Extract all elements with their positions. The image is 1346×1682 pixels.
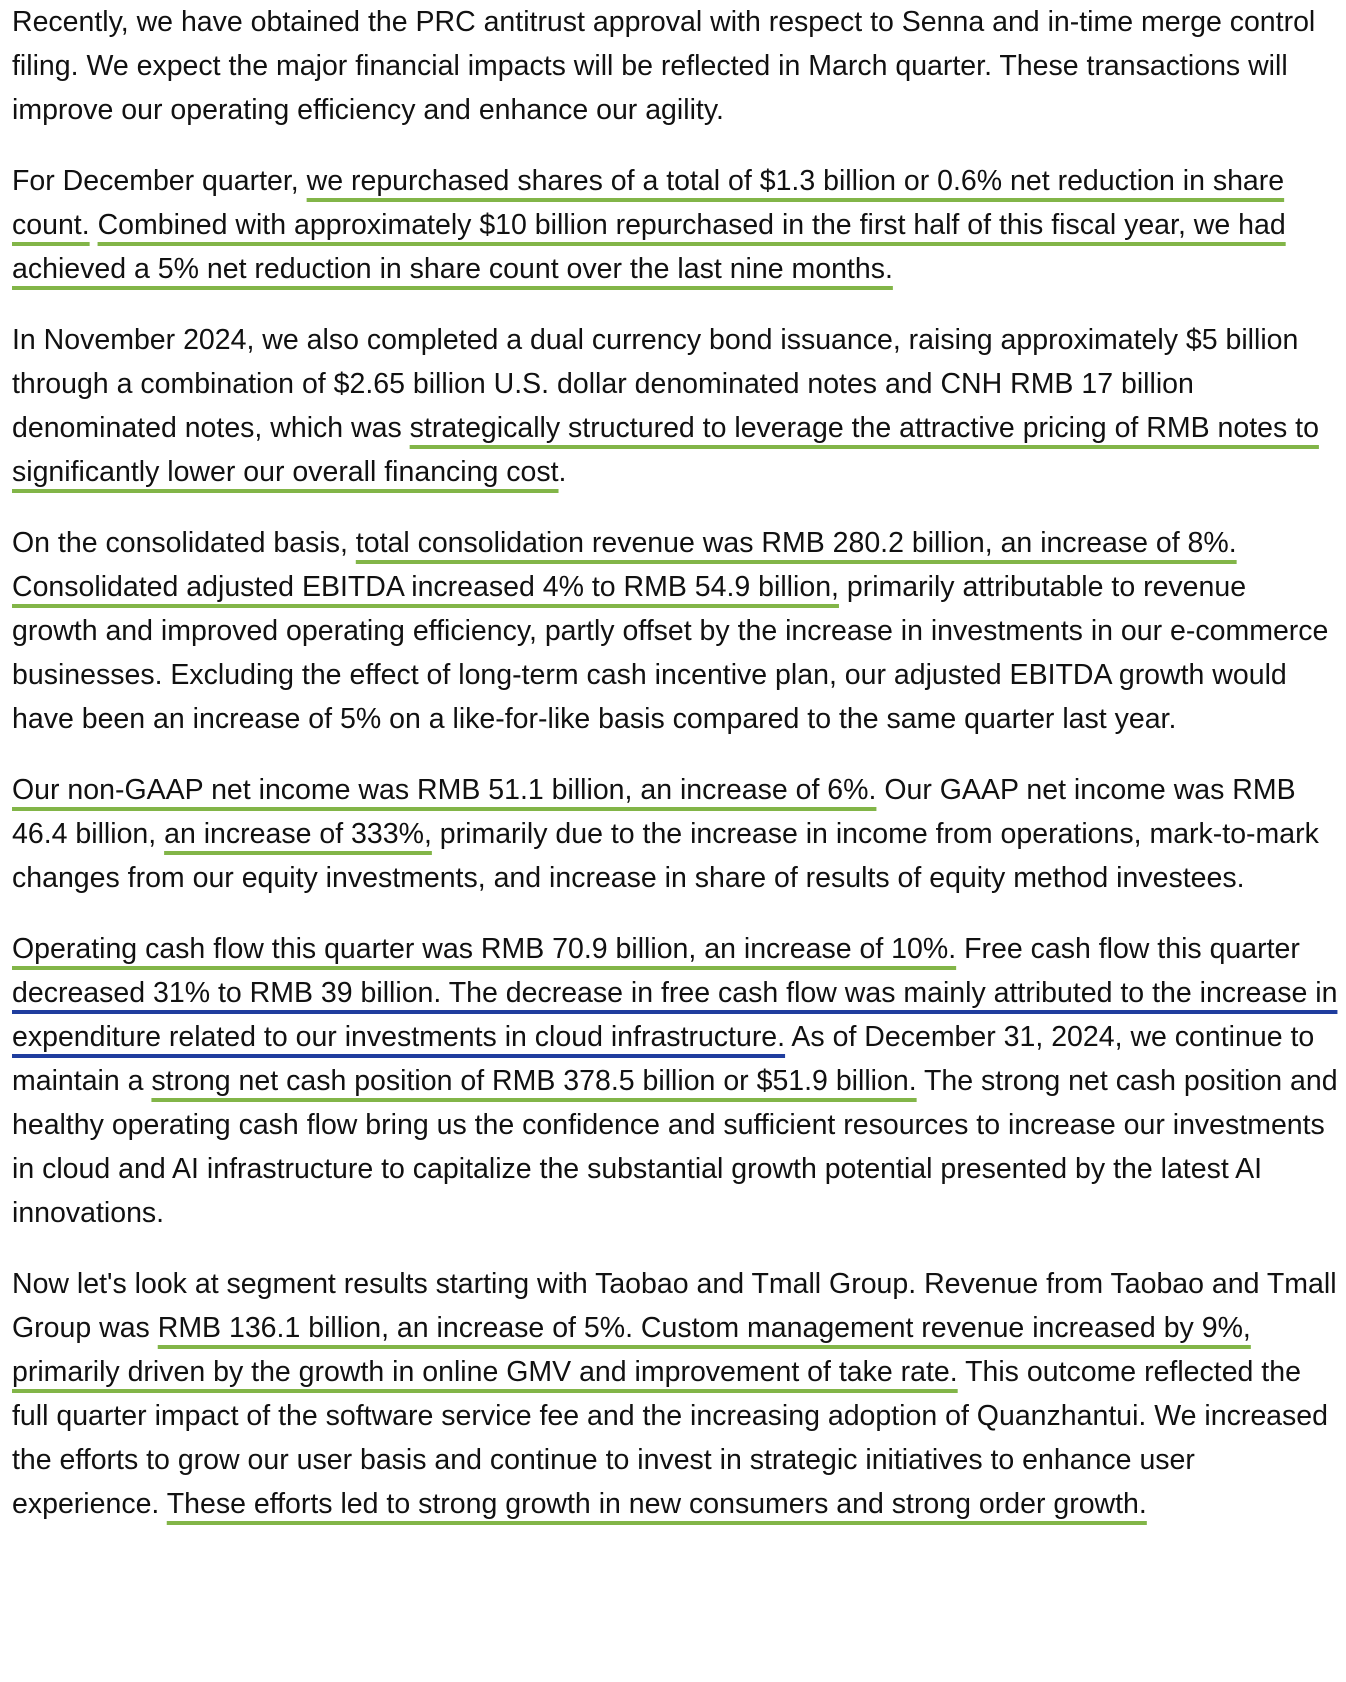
paragraph-segment-results xyxy=(12,1262,1338,1526)
highlighted-text: strong net cash position of RMB 378.5 billion or $51.9 billion. xyxy=(151,1065,917,1097)
paragraph-net-income xyxy=(12,768,1338,900)
highlighted-text: we repurchased shares of a total of $1.3 billion or 0.6% net reduction in share count. xyxy=(12,165,1285,241)
paragraph-share-repurchase xyxy=(12,159,1338,291)
highlighted-text: Consolidated adjusted EBITDA increased 4% to RMB 54.9 billion, xyxy=(12,571,839,603)
text-segment: Now let's look at segment results starting with Taobao and Tmall Group. Revenue from Taobao and Tmall Group was xyxy=(12,1268,1337,1344)
paragraph-cash-flow xyxy=(12,927,1338,1235)
highlighted-text: RMB 136.1 billion, an increase of 5%. Custom management revenue increased by 9%, primarily driven by the growth in online GMV and improvement of take rate. xyxy=(12,1312,1251,1388)
text-segment: . xyxy=(558,456,567,488)
highlighted-text: These efforts led to strong growth in new consumers and strong order growth. xyxy=(166,1488,1147,1520)
text-segment: As of December 31, 2024, we continue to maintain a xyxy=(12,1021,1315,1097)
text-segment: For December quarter, xyxy=(12,165,307,197)
paragraph-bond-issuance xyxy=(12,318,1338,494)
highlighted-text-blue: decreased 31% to RMB 39 billion. The decrease in free cash flow was mainly attributed to the increase in expenditure related to our investments in cloud infrastructure. xyxy=(12,977,1338,1053)
text-segment: On the consolidated basis, xyxy=(12,527,356,559)
highlighted-text: Our non-GAAP net income was RMB 51.1 billion, an increase of 6%. xyxy=(12,774,877,806)
highlighted-text: an increase of 333%, xyxy=(164,818,432,850)
highlighted-text: Operating cash flow this quarter was RMB 70.9 billion, an increase of 10%. xyxy=(12,933,957,965)
text-segment: Our GAAP net income was RMB 46.4 billion, xyxy=(12,774,1296,850)
text-segment: Free cash flow this quarter xyxy=(956,933,1300,965)
text-segment xyxy=(90,209,98,241)
text-segment: This outcome reflected the full quarter impact of the software service fee and the increasing adoption of Quanzhantui. We increased the efforts to grow our user basis and continue to invest in strategic initiatives to enhance user experience. xyxy=(12,1356,1328,1520)
paragraph-consolidated-revenue xyxy=(12,521,1338,741)
text-segment: primarily attributable to revenue growth and improved operating efficiency, partly offset by the increase in investments in our e-commerce businesses. Excluding the effect of long-term cash incentive plan, our adjusted EBITDA growth would have been an increase of 5% on a like-for-like basis compared to the same quarter last year. xyxy=(12,571,1329,735)
highlighted-text: strategically structured to leverage the attractive pricing of RMB notes to significantly lower our overall financing cost xyxy=(12,412,1319,488)
text-segment: primarily due to the increase in income from operations, mark-to-mark changes from our equity investments, and increase in share of results of equity method investees. xyxy=(12,818,1319,894)
transcript-document xyxy=(12,0,1338,1553)
highlighted-text: Combined with approximately $10 billion repurchased in the first half of this fiscal year, we had achieved a 5% net reduction in share count over the last nine months. xyxy=(12,209,1286,285)
highlighted-text: total consolidation revenue was RMB 280.2 billion, an increase of 8%. xyxy=(355,527,1237,559)
text-segment: Recently, we have obtained the PRC antitrust approval with respect to Senna and in-time merge control filing. We expect the major financial impacts will be reflected in March quarter. These transactions will improve our operating efficiency and enhance our agility. xyxy=(12,6,1316,126)
text-segment: The strong net cash position and healthy operating cash flow bring us the confidence and sufficient resources to increase our investments in cloud and AI infrastructure to capitalize the substantial growth potential presented by the latest AI innovations. xyxy=(12,1065,1338,1229)
text-segment: In November 2024, we also completed a dual currency bond issuance, raising approximately $5 billion through a combination of $2.65 billion U.S. dollar denominated notes and CNH RMB 17 billion denominated notes, which was xyxy=(12,324,1299,444)
paragraph-antitrust-approval xyxy=(12,0,1338,132)
